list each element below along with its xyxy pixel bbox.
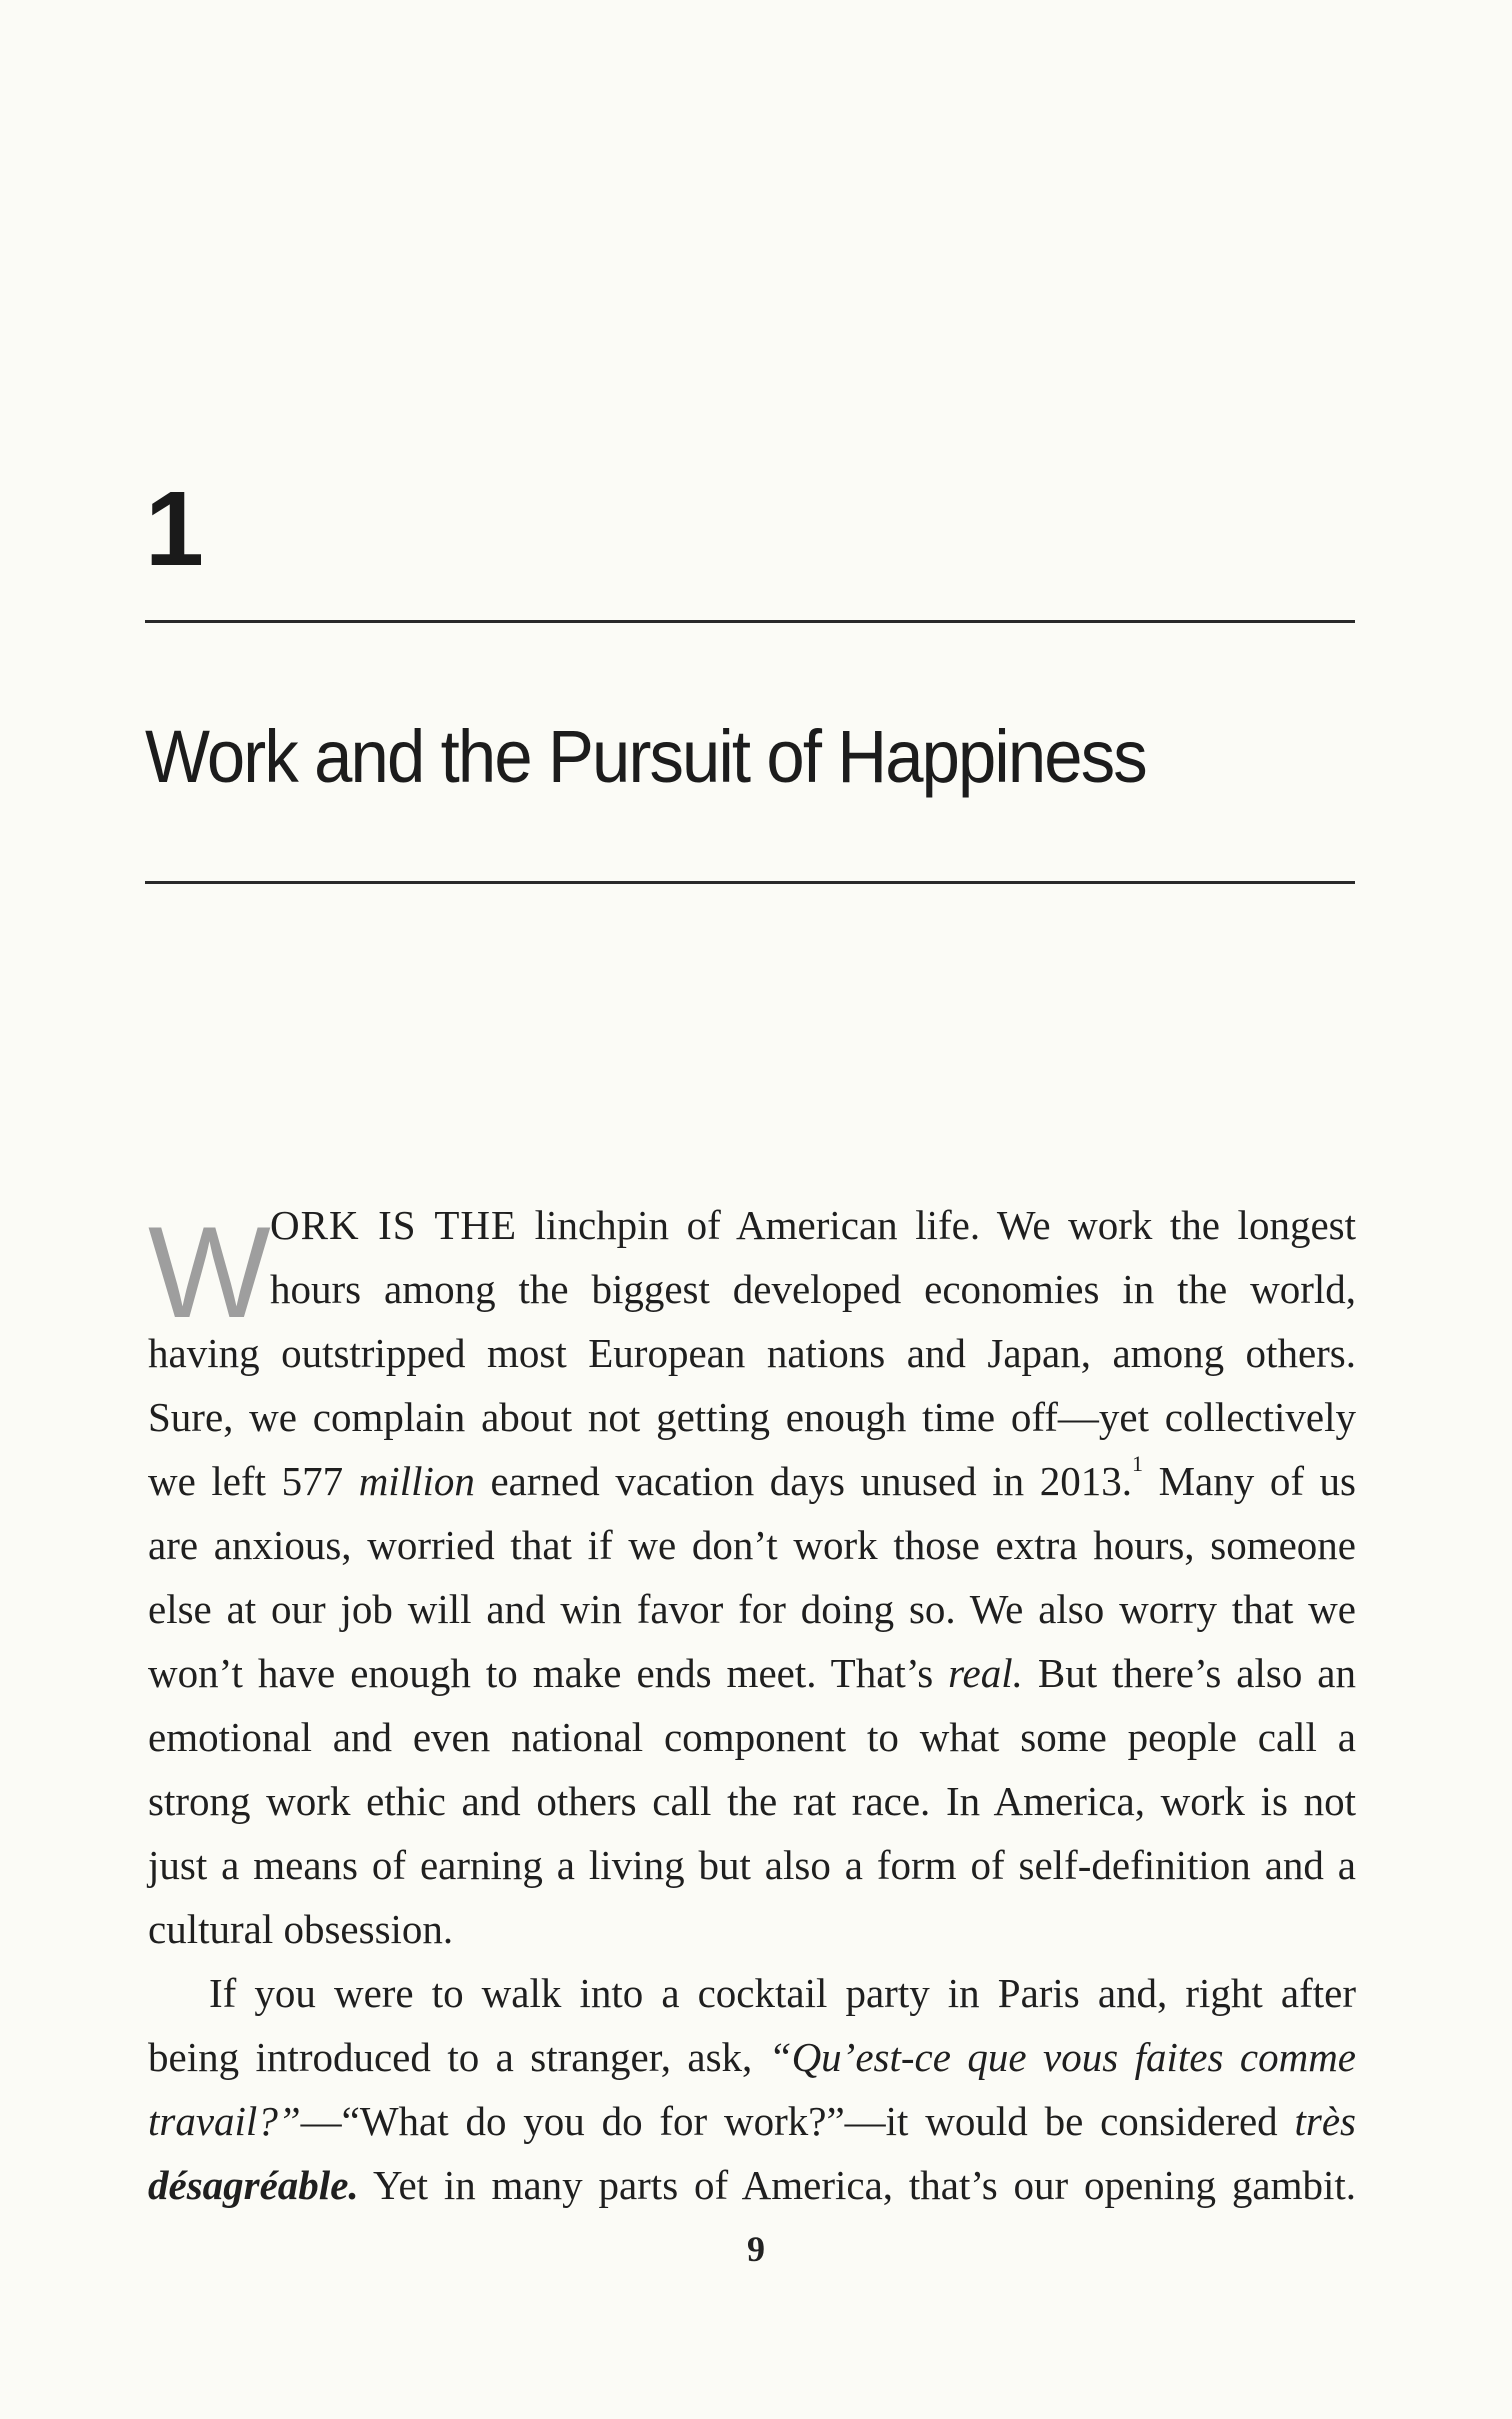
italic-span: real. bbox=[948, 1650, 1023, 1696]
chapter-number: 1 bbox=[145, 470, 204, 588]
chapter-title: Work and the Pursuit of Happiness bbox=[145, 715, 1146, 798]
italic-span: “Qu’est-ce que vous faites comme bbox=[768, 2034, 1357, 2080]
text-line: emotional and even national component to what some people call a bbox=[148, 1714, 1356, 1760]
text-line: cultural obsession. bbox=[148, 1906, 454, 1952]
text-line bbox=[148, 1449, 1356, 1513]
text-line: If you were to walk into a cocktail party in Paris and, right after bbox=[209, 1970, 1356, 2016]
text-span: —“What do you do for work?”—it would be considered bbox=[300, 2098, 1278, 2144]
page-number: 9 bbox=[747, 2229, 765, 2269]
text-line: else at our job will and win favor for doing so. We also worry that we bbox=[148, 1586, 1356, 1632]
text-line: are anxious, worried that if we don’t work those extra hours, someone bbox=[148, 1522, 1356, 1568]
text-span: Yet in many parts of America, that’s our opening gambit. bbox=[372, 2162, 1356, 2208]
text-span: But there’s also an bbox=[1037, 1650, 1356, 1696]
text-line: having outstripped most European nations and Japan, among others. bbox=[148, 1330, 1356, 1376]
text-span: linchpin of American life. We work the longest bbox=[534, 1202, 1356, 1248]
italic-span: million bbox=[358, 1458, 475, 1504]
text-span: won’t have enough to make ends meet. That’s bbox=[148, 1650, 934, 1696]
chapter-bottom-rule bbox=[145, 881, 1355, 884]
text-line bbox=[148, 2025, 1356, 2089]
text-span: being introduced to a stranger, ask, bbox=[148, 2034, 753, 2080]
text-line: just a means of earning a living but also a form of self-definition and a bbox=[148, 1842, 1356, 1888]
text-line bbox=[148, 2153, 1356, 2217]
text-line: hours among the biggest developed economies in the world, bbox=[270, 1266, 1356, 1312]
text-line bbox=[148, 1641, 1356, 1705]
chapter-top-rule bbox=[145, 620, 1355, 623]
text-span: earned vacation days unused in 2013. bbox=[490, 1458, 1132, 1504]
text-line bbox=[148, 1193, 1356, 1257]
italic-span: travail?” bbox=[148, 2098, 301, 2144]
paragraph-2 bbox=[148, 1961, 1356, 2217]
text-line: strong work ethic and others call the rat race. In America, work is not bbox=[148, 1778, 1356, 1824]
text-span: Many of us bbox=[1158, 1458, 1357, 1504]
text-line: Sure, we complain about not getting enough time off—yet collectively bbox=[148, 1394, 1356, 1440]
paragraph-1 bbox=[148, 1193, 1356, 1961]
italic-span: désagréable. bbox=[148, 2162, 359, 2208]
drop-cap: W bbox=[148, 1199, 271, 1345]
lead-in: ORK IS THE bbox=[270, 1202, 518, 1248]
footnote-marker: 1 bbox=[1131, 1451, 1143, 1476]
italic-span: très bbox=[1294, 2098, 1357, 2144]
text-span: we left 577 bbox=[148, 1458, 344, 1504]
text-line bbox=[148, 2089, 1356, 2153]
chapter-body bbox=[148, 1193, 1356, 2217]
